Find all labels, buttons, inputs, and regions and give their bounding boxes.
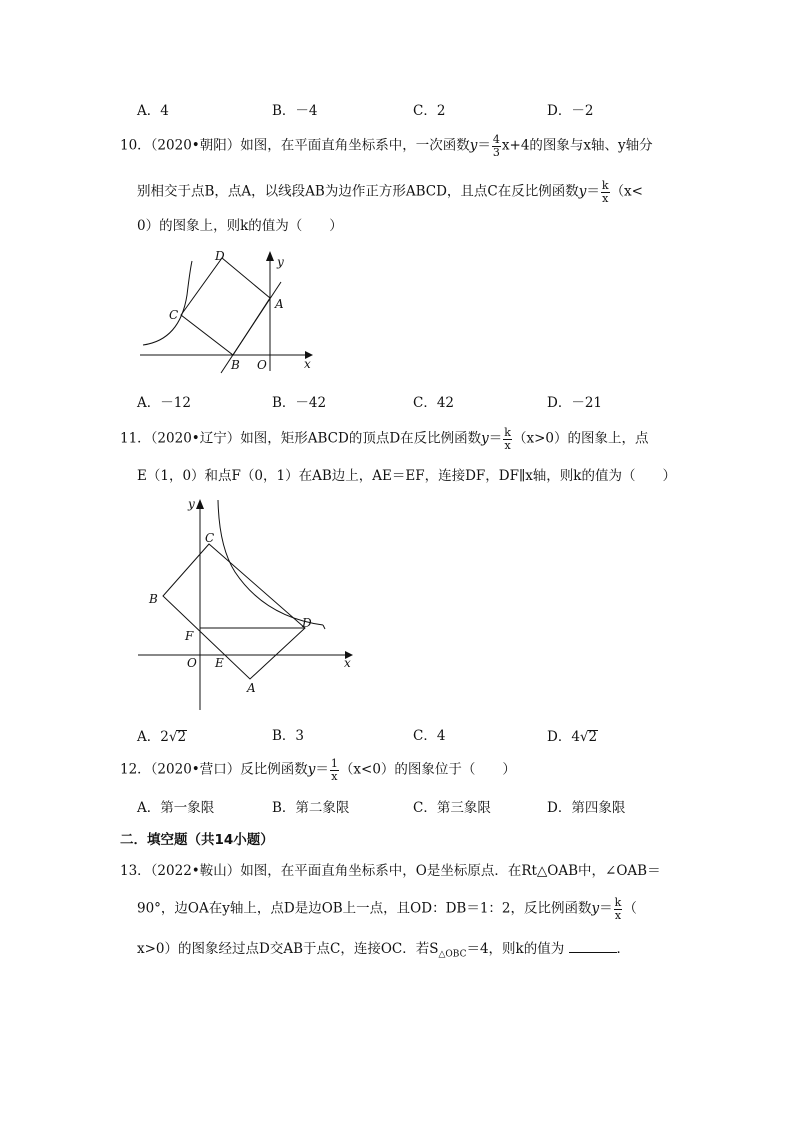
q11-figure bbox=[135, 492, 360, 712]
q10-eq: ＝ bbox=[477, 137, 491, 154]
q13-line1: 13．（2022•鞍山）如图，在平面直角坐标系中，O是坐标原点．在Rt△OAB中，∠OAB＝ bbox=[120, 863, 661, 879]
q11-text-pre: 11．（2020•辽宁）如图，矩形ABCD的顶点D在反比例函数 bbox=[120, 430, 482, 447]
q11-option-d-prefix: D．4 bbox=[547, 729, 580, 745]
q13-func-y: y bbox=[591, 900, 600, 917]
q12-option-d: D．第四象限 bbox=[547, 800, 626, 816]
q10-frac-num: 4 bbox=[492, 133, 500, 146]
q10-label-d: D bbox=[215, 249, 225, 263]
q10-x-den: x bbox=[602, 191, 609, 205]
q11-option-d-radicand: 2 bbox=[588, 729, 598, 745]
q11-label-a: A bbox=[247, 681, 256, 695]
q12-line1 bbox=[120, 758, 516, 782]
q9-option-b: B．－4 bbox=[272, 103, 318, 119]
q11-y-arrow bbox=[196, 499, 204, 509]
q13-x-den: x bbox=[614, 908, 622, 922]
q11-label-c: C bbox=[205, 531, 215, 545]
q10-k-num: k bbox=[601, 179, 609, 192]
q12-x-den: x bbox=[331, 769, 338, 783]
q10-square bbox=[181, 258, 270, 355]
q13-line3-post: ＝4，则k的值为 bbox=[466, 941, 565, 957]
q10-label-b: B bbox=[231, 358, 240, 372]
q11-hyperbola bbox=[218, 500, 323, 625]
q11-func-y: y bbox=[481, 430, 489, 447]
q10-label-x: x bbox=[304, 357, 311, 371]
q10-text-pre: 10．（2020•朝阳）如图，在平面直角坐标系中，一次函数 bbox=[120, 137, 470, 154]
q11-option-d: D．4√2 bbox=[547, 729, 598, 745]
q11-label-o: O bbox=[187, 656, 197, 670]
q13-eq: ＝ bbox=[599, 900, 613, 917]
q10-func-y: y bbox=[469, 137, 478, 154]
q11-line2: E（1，0）和点F（0，1）在AB边上，AE＝EF，连接DF，DF∥x轴，则k的值为（ ） bbox=[137, 468, 676, 484]
q10-line2-text: 别相交于点B，点A，以线段AB为边作正方形ABCD，且点C在反比例函数 bbox=[137, 183, 579, 200]
q11-option-c: C．4 bbox=[413, 728, 446, 744]
q10-label-o: O bbox=[257, 358, 267, 372]
q10-func-y2: y bbox=[578, 183, 587, 200]
q10-option-a: A．－12 bbox=[137, 395, 191, 411]
q12-fraction bbox=[330, 758, 339, 782]
q13-answer-blank[interactable] bbox=[569, 940, 617, 953]
q10-text-post: 的图象与x轴、y轴分 bbox=[529, 137, 653, 154]
q12-option-a: A．第一象限 bbox=[137, 800, 215, 816]
q11-option-a: A．2√2 bbox=[137, 729, 187, 745]
q13-line2-text: 90°，边OA在y轴上，点D是边OB上一点，且OD：DB＝1：2，反比例函数 bbox=[137, 900, 592, 917]
q9-option-c: C．2 bbox=[413, 103, 446, 119]
q10-option-c: C．42 bbox=[413, 395, 455, 411]
q12-eq: ＝ bbox=[315, 761, 329, 778]
q10-func-tail: x+4 bbox=[501, 137, 530, 154]
q10-eq2: ＝ bbox=[586, 183, 600, 200]
q10-line2-post: （x< bbox=[610, 183, 643, 200]
q10-y-arrow bbox=[266, 251, 274, 261]
q11-option-a-prefix: A．2 bbox=[137, 729, 169, 745]
q10-hyperbola bbox=[143, 261, 192, 345]
q11-label-x: x bbox=[344, 656, 351, 670]
q12-frac-num: 1 bbox=[330, 757, 338, 770]
q10-label-c: C bbox=[169, 308, 179, 322]
q10-label-a: A bbox=[275, 297, 284, 311]
q12-option-c: C．第三象限 bbox=[413, 800, 491, 816]
q11-k-num: k bbox=[504, 426, 511, 439]
q9-option-a: A．4 bbox=[137, 103, 169, 119]
q11-rectangle bbox=[163, 544, 305, 679]
q13-subscript: △OBC bbox=[438, 949, 467, 960]
q13-line3 bbox=[137, 940, 630, 960]
q9-option-d: D．－2 bbox=[547, 103, 594, 119]
q11-line1 bbox=[120, 427, 648, 451]
q11-fraction bbox=[503, 427, 512, 451]
q13-end: ． bbox=[616, 941, 631, 957]
q10-option-b: B．－42 bbox=[272, 395, 327, 411]
q11-hyperbola-tail bbox=[323, 625, 325, 629]
q11-label-y: y bbox=[188, 497, 195, 511]
q12-text-post: （x<0）的图象位于（ ） bbox=[339, 761, 516, 778]
q11-label-f: F bbox=[185, 629, 194, 643]
q13-line2-post: （ bbox=[623, 900, 637, 917]
q13-k-num: k bbox=[614, 896, 622, 909]
q13-fraction bbox=[614, 897, 623, 921]
q10-line3: 0）的图象上，则k的值为（ ） bbox=[137, 218, 343, 234]
q13-line2 bbox=[137, 897, 637, 921]
q10-label-y: y bbox=[277, 255, 284, 269]
q11-label-e: E bbox=[215, 656, 224, 670]
q10-fraction bbox=[492, 134, 501, 158]
q12-func-y: y bbox=[307, 761, 316, 778]
section-heading: 二．填空题（共14小题） bbox=[120, 832, 274, 848]
q10-line2 bbox=[137, 180, 643, 204]
q13-line3-text: x>0）的图象经过点D交AB于点C，连接OC．若S bbox=[137, 941, 439, 957]
q10-line-ab bbox=[221, 282, 281, 373]
q12-option-b: B．第二象限 bbox=[272, 800, 350, 816]
q12-text-pre: 12．（2020•营口）反比例函数 bbox=[120, 761, 308, 778]
q11-option-a-radicand: 2 bbox=[177, 729, 187, 745]
q10-frac-den: 3 bbox=[492, 145, 500, 159]
q11-option-b: B．3 bbox=[272, 728, 305, 744]
q11-label-b: B bbox=[149, 592, 158, 606]
q11-text-post: （x>0）的图象上，点 bbox=[512, 430, 649, 447]
q11-x-den: x bbox=[504, 438, 511, 452]
q11-label-d: D bbox=[302, 616, 312, 630]
q10-line1 bbox=[120, 134, 653, 158]
q10-fraction-k bbox=[601, 180, 610, 204]
q11-eq: ＝ bbox=[488, 430, 503, 447]
q10-figure bbox=[135, 245, 325, 380]
q10-option-d: D．－21 bbox=[547, 395, 603, 411]
